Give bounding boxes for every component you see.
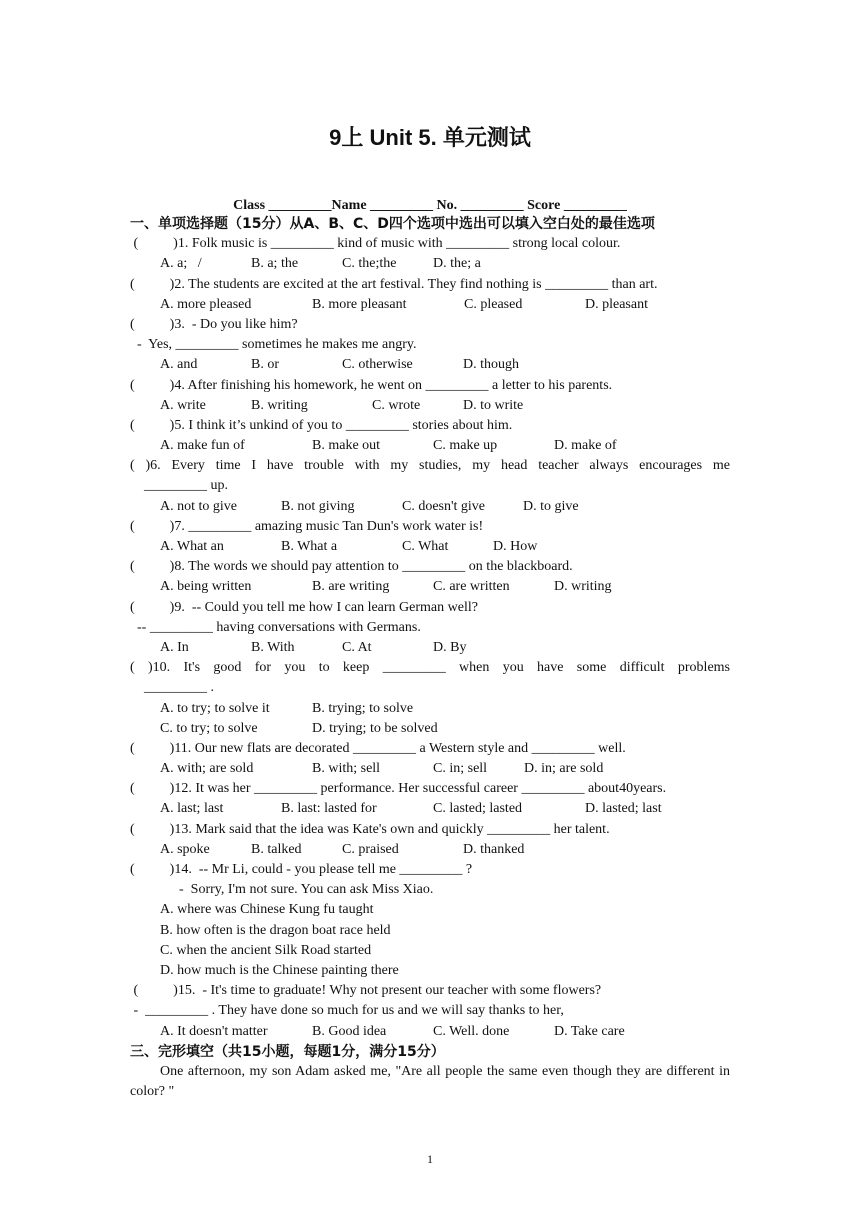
answer-option: B. not giving (281, 498, 355, 514)
answer-option: A. more pleased (160, 296, 252, 312)
answer-option: B. writing (251, 397, 308, 413)
question-stem: ( )13. Mark said that the idea was Kate's own and quickly _________ her talent. (130, 821, 610, 837)
answer-option: C. At (342, 639, 372, 655)
question-item (130, 739, 730, 779)
question-stem: ( )2. The students are excited at the art festival. They find nothing is _________ than art. (130, 276, 658, 292)
question-item (130, 820, 730, 860)
question-item (130, 416, 730, 456)
question-item (130, 275, 730, 315)
answer-option: C. lasted; lasted (433, 801, 523, 817)
question-item (130, 598, 730, 659)
answer-option: D. how much is the Chinese painting there (160, 962, 399, 978)
question-item (130, 456, 730, 517)
answer-option: D. though (463, 357, 519, 373)
answer-option: B. make out (312, 438, 381, 454)
question-stem: ( )14. -- Mr Li, could - you please tell me _________ ? (130, 862, 473, 877)
option-row (130, 638, 730, 658)
option-row (130, 396, 730, 416)
answer-option: B. or (251, 357, 279, 373)
question-response-line: -- _________ having conversations with Germans. (130, 619, 421, 635)
answer-option: B. how often is the dragon boat race held (160, 922, 391, 938)
answer-option: D. to write (463, 397, 524, 413)
answer-option: B. trying; to solve (312, 700, 414, 716)
option-row (130, 254, 730, 274)
question-stem: ( )12. It was her _________ performance. Her successful career _________ about40years. (130, 781, 667, 797)
question-response-line: - Yes, _________ sometimes he makes me angry. (130, 337, 417, 353)
answer-option: B. are writing (312, 579, 390, 595)
question-stem: ( )9. -- Could you tell me how I can learn German well? (130, 599, 478, 615)
answer-option: B. last: lasted for (281, 801, 377, 817)
question-stem-continued: _________ up. (130, 478, 228, 494)
answer-option: C. wrote (372, 397, 421, 413)
answer-option: B. Good idea (312, 1023, 387, 1039)
answer-option: D. lasted; last (585, 801, 662, 817)
answer-option: D. thanked (463, 841, 525, 857)
answer-option: B. more pleasant (312, 296, 407, 312)
page-number: 1 (427, 1152, 433, 1166)
answer-option: A. a; / (160, 256, 202, 272)
question-item (130, 658, 730, 739)
question-item (130, 376, 730, 416)
answer-option: C. to try; to solve (160, 720, 258, 736)
answer-option: C. are written (433, 579, 510, 595)
question-response-line: - _________ . They have done so much for us and we will say thanks to her, (130, 1003, 564, 1019)
cloze-paragraph: One afternoon, my son Adam asked me, "Are all people the same even though they are different in color? " (130, 1063, 730, 1100)
answer-option: D. By (433, 639, 467, 655)
option-row (130, 577, 730, 597)
question-stem: ( )5. I think it’s unkind of you to _________ stories about him. (130, 417, 513, 433)
answer-option: B. a; the (251, 256, 299, 272)
question-item (130, 234, 730, 274)
answer-option: A. write (160, 397, 206, 413)
answer-option: D. How (493, 539, 538, 554)
option-row (130, 497, 730, 517)
answer-option: B. talked (251, 841, 302, 857)
answer-option: A. What an (160, 539, 224, 554)
option-row (130, 699, 730, 719)
question-stem: ( )8. The words we should pay attention to _________ on the blackboard. (130, 559, 573, 575)
answer-option: C. otherwise (342, 357, 413, 373)
answer-option: D. make of (554, 438, 617, 454)
answer-option: A. It doesn't matter (160, 1023, 268, 1039)
answer-option: C. in; sell (433, 761, 488, 777)
answer-option: C. doesn't give (402, 498, 486, 514)
answer-option: D. in; are sold (524, 761, 604, 777)
question-stem: ( )6. Every time I have trouble with my studies, my head teacher always encourages me (130, 458, 730, 474)
answer-option: A. make fun of (160, 438, 245, 454)
question-list (130, 234, 730, 1042)
answer-option: B. What a (281, 539, 338, 554)
answer-option: A. where was Chinese Kung fu taught (160, 902, 374, 918)
answer-option: A. last; last (160, 801, 224, 817)
answer-option: C. when the ancient Silk Road started (160, 942, 372, 958)
question-response-line: - Sorry, I'm not sure. You can ask Miss Xiao. (130, 882, 434, 898)
answer-option: B. With (251, 639, 295, 655)
answer-option: C. praised (342, 841, 399, 857)
question-stem-continued: _________ . (130, 680, 214, 696)
student-info-line: Class _________Name _________ No. _________ Score _________ (233, 198, 627, 213)
answer-option: C. pleased (464, 296, 523, 312)
question-item (130, 860, 730, 981)
question-stem: ( )4. After finishing his homework, he went on _________ a letter to his parents. (130, 377, 613, 393)
section1-heading: 一、单项选择题（15分）从A、B、C、D四个选项中选出可以填入空白处的最佳选项 (130, 216, 655, 232)
option-row (130, 759, 730, 779)
option-row (130, 799, 730, 819)
option-row (130, 1022, 730, 1042)
answer-option: A. with; are sold (160, 761, 254, 777)
option-row (130, 355, 730, 375)
option-row (130, 537, 730, 557)
answer-option: A. In (160, 639, 189, 655)
answer-option: C. the;the (342, 256, 397, 272)
answer-option: A. being written (160, 579, 252, 595)
answer-option: D. to give (523, 498, 579, 514)
option-row (130, 295, 730, 315)
answer-option: B. with; sell (312, 761, 381, 777)
answer-option: A. not to give (160, 498, 237, 514)
question-item (130, 517, 730, 557)
question-item (130, 779, 730, 819)
answer-option: D. the; a (433, 256, 481, 272)
question-item (130, 315, 730, 376)
option-row (130, 436, 730, 456)
answer-option: A. to try; to solve it (160, 700, 270, 716)
question-stem: ( )15. - It's time to graduate! Why not present our teacher with some flowers? (130, 983, 602, 999)
answer-option: A. spoke (160, 841, 210, 857)
question-stem: ( )11. Our new flats are decorated _________ a Western style and _________ well. (130, 740, 626, 756)
document-body (130, 214, 730, 1102)
answer-option: D. trying; to be solved (312, 720, 438, 736)
option-row (130, 719, 730, 739)
question-stem: ( )1. Folk music is _________ kind of music with _________ strong local colour. (130, 236, 621, 252)
option-row (130, 840, 730, 860)
question-item (130, 557, 730, 597)
question-stem: ( )7. _________ amazing music Tan Dun's work water is! (130, 518, 484, 534)
question-item (130, 981, 730, 1042)
answer-option: C. Well. done (433, 1023, 510, 1039)
section3-heading: 三、完形填空（共15小题，每题1分，满分15分） (130, 1043, 445, 1060)
answer-option: C. What (402, 539, 449, 554)
question-stem: ( )10. It's good for you to keep _________ when you have some difficult problems (130, 660, 730, 676)
question-stem: ( )3. - Do you like him? (130, 316, 298, 332)
document-title: 9上 Unit 5. 单元测试 (329, 125, 531, 150)
answer-option: D. pleasant (585, 296, 648, 312)
answer-option: D. writing (554, 579, 612, 595)
answer-option: C. make up (433, 438, 498, 454)
answer-option: D. Take care (554, 1023, 625, 1039)
answer-option: A. and (160, 357, 198, 373)
